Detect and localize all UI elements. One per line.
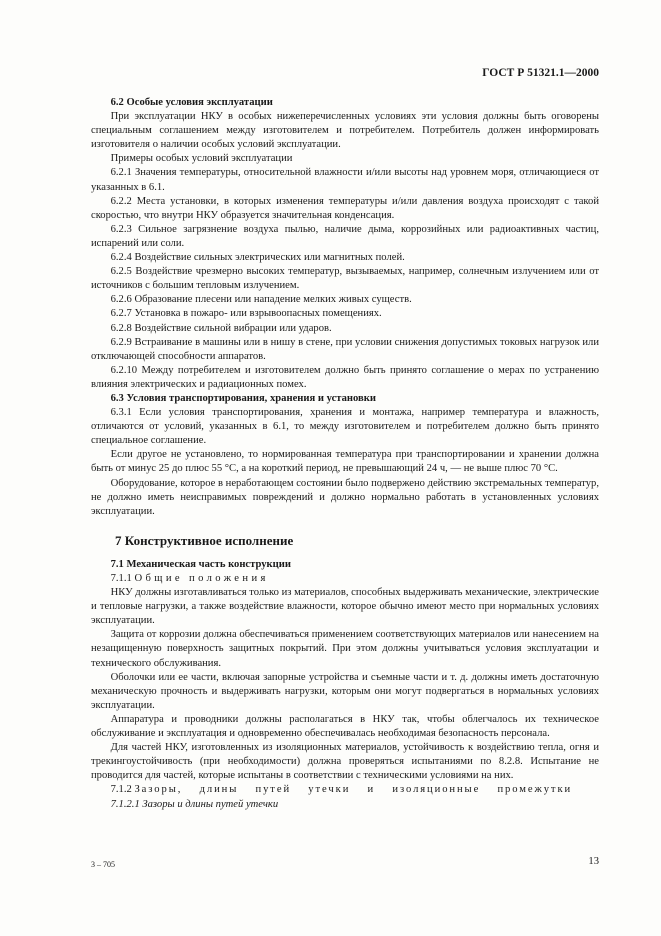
section-6-3-paragraph: Оборудование, которое в нерaботающем состоянии было подвержено действию экстремальных температур, не должно иметь неисправимых повреждений и должно нормально работать в установленных условиях эксплуатации. (91, 477, 599, 517)
section-number: 7.1.2 (110, 784, 132, 796)
section-6-2-intro: При эксплуатации НКУ в особых нижеперечисленных условиях эти условия должны быть оговорены специальным соглашением между изготовителем и потребителем. Потребитель должен информировать изготовителя о наличии особых условий эксплуатации. (91, 111, 599, 151)
page-body (91, 96, 599, 812)
section-6-3-title: 6.3 Условия транспортирования, хранения и установки (110, 392, 376, 404)
paragraph: НКУ должны изготавливаться только из материалов, способных выдерживать механические, электрические и тепловые нагрузки, а также воздействие влажности, которое обычно имеют место при нормальных условиях эксплуатации. (91, 587, 599, 627)
list-item: 6.2.9 Встраивание в машины или в нишу в стене, при условии снижения допустимых токовых нагрузок или отключающей способности аппаратов. (91, 336, 599, 362)
section-6-3-paragraph: Если другое не установлено, то нормированная температура при транспортировании и хранении должна быть от минус 25 до плюс 55 °С, а на короткий период, не превышающий 24 ч, — не выше плюс 70 °С. (91, 449, 599, 475)
section-7-1-1-heading (91, 572, 599, 586)
paragraph: Защита от коррозии должна обеспечиваться применением соответствующих материалов или нанесением на незащищенную поверхность защитных покрытий. При этом должны учитываться условия эксплуатации и технического обслуживания. (91, 629, 599, 669)
list-item: 6.2.4 Воздействие сильных электрических или магнитных полей. (110, 252, 405, 264)
list-item: 6.2.7 Установка в пожаро- или взрывоопасных помещениях. (110, 308, 382, 320)
section-7-1-title: 7.1 Механическая часть конструкции (110, 558, 291, 570)
examples-label: Примеры особых условий эксплуатации (110, 153, 293, 165)
list-item: 6.2.6 Образование плесени или нападение мелких живых существ. (110, 294, 412, 306)
section-number: 7.1.1 (110, 573, 132, 584)
standard-header: ГОСТ Р 51321.1—2000 (482, 67, 599, 79)
paragraph: Для частей НКУ, изготовленных из изоляционных материалов, устойчивость к воздействию тепла, огня и трекингоустойчивость (при необходимости) должна проверяться испытаниями по 8.2.8. Испытание не проводится для частей, которые испытаны в соответствии с техническими условиями на них. (91, 742, 599, 782)
paragraph: Аппаратура и проводники должны располагаться в НКУ так, чтобы облегчалось их техническое обслуживание и эксплуатация и одновременно обеспечивалась необходимая безопасность персонала. (91, 713, 599, 740)
list-item: 6.2.3 Сильное загрязнение воздуха пылью, наличие дыма, коррозийных или радиоактивных частиц, испарений или соли. (91, 223, 599, 249)
section-6-2-title: 6.2 Особые условия эксплуатации (110, 97, 273, 108)
list-item: 6.2.2 Места установки, в которых изменения температуры и/или давления воздуха происходят с такой скоростью, что внутри НКУ образуется значительная конденсация. (91, 195, 599, 221)
list-item: 6.2.5 Воздействие чрезмерно высоких температур, вызываемых, например, солнечным излучением или от источников с большим тепловым излучением. (91, 266, 599, 292)
list-item: 6.2.10 Между потребителем и изготовителем должно быть принято соглашение о мерах по устранению влияния электрических и радиационных помех. (91, 364, 599, 390)
list-item: 6.2.8 Воздействие сильной вибрации или ударов. (110, 322, 332, 334)
spaced-heading: Зазоры, длины путей утечки и изоляционные промежутки (134, 784, 573, 796)
section-6-3-1: 6.3.1 Если условия транспортирования, хранения и монтажа, например температура и влажность, отличаются от условий, указанных в 6.1, то между изготовителем и потребителем должно быть принято специальное соглашение. (91, 407, 599, 447)
section-7-1-2-heading (91, 783, 599, 797)
page-number: 13 (588, 856, 599, 867)
section-7-1-2-1-heading: 7.1.2.1 Зазоры и длины путей утечки (110, 798, 279, 810)
list-item: 6.2.1 Значения температуры, относительной влажности и/или высоты над уровнем моря, отличающиеся от указанных в 6.1. (91, 167, 599, 193)
section-7-title: 7 Конструктивное исполнение (115, 532, 294, 548)
paragraph: Оболочки или ее части, включая запорные устройства и съемные части и т. д. должны иметь достаточную механическую прочность и выдерживать нагрузки, которым они могут подвергаться в нормальных условиях эксплуатации. (91, 671, 599, 711)
spaced-heading: Общие положения (134, 573, 269, 584)
footer-print-code: 3 – 705 (91, 860, 115, 869)
